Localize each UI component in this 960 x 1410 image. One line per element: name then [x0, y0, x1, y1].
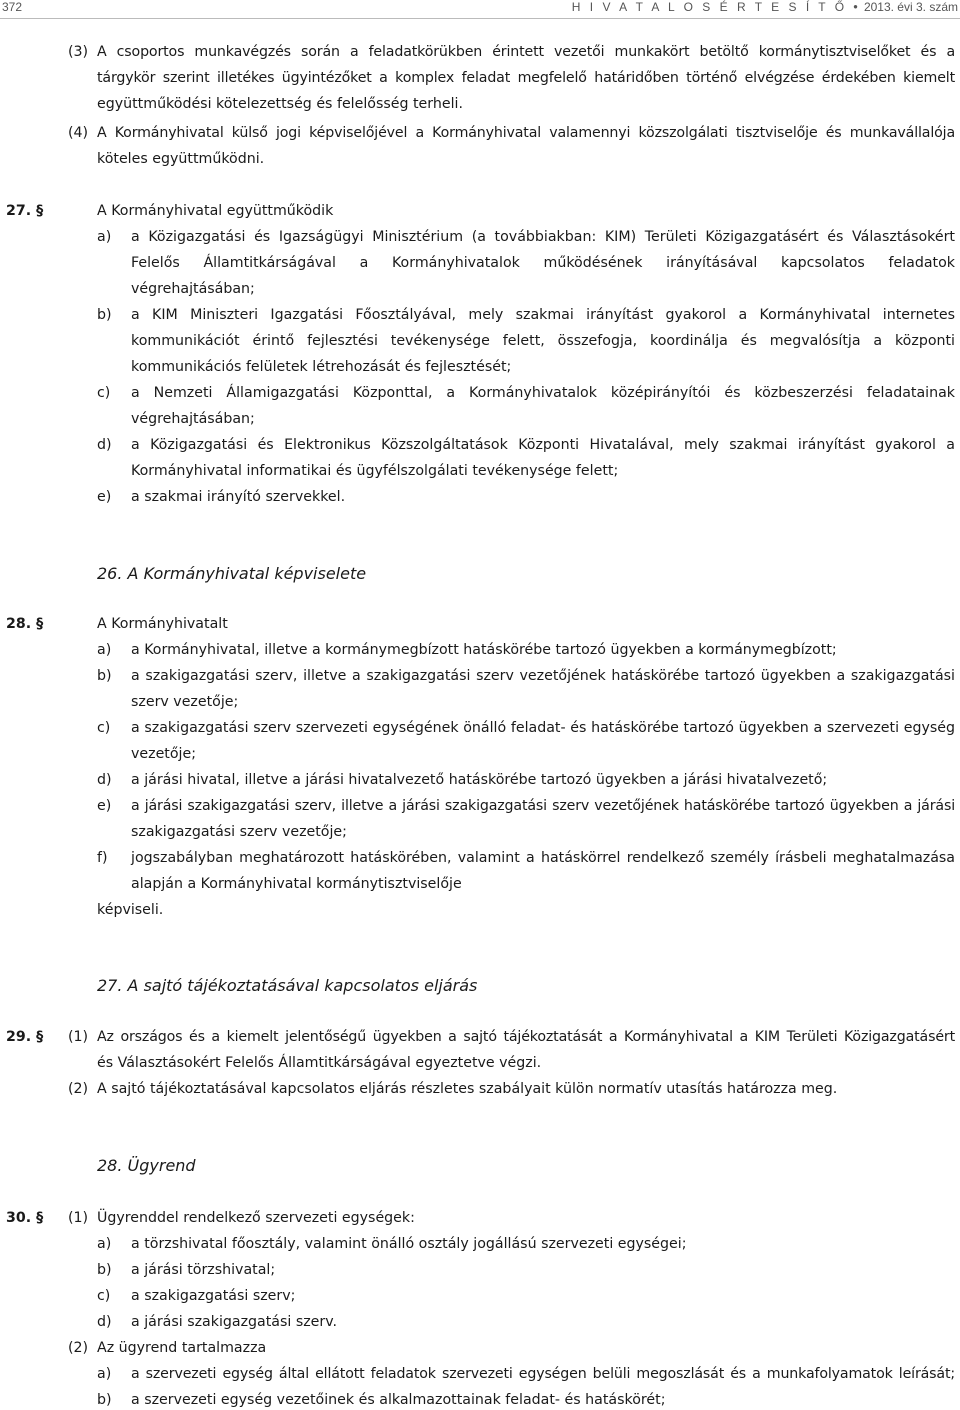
text-line: a Közigazgatási és Elektronikus Közszolgáltatások Központi Hivatalával, mely szakmai irányítást gyakorol a: [131, 437, 955, 453]
item-label: c): [97, 1288, 111, 1304]
text-line: a járási hivatal, illetve a járási hivatalvezető hatáskörébe tartozó ügyekben a járási hivatalvezető;: [131, 772, 828, 788]
text-line: jogszabályban meghatározott hatáskörében, valamint a hatáskörrel rendelkező személy írásbeli meghatalmazása: [131, 850, 955, 866]
section-intro: A Kormányhivatal együttműködik: [97, 203, 334, 219]
text-line: a Közigazgatási és Igazságügyi Minisztérium (a továbbiakban: KIM) Területi Közigazgatásért és Választásokért: [131, 229, 955, 245]
text-line: a szakmai irányító szervekkel.: [131, 489, 346, 505]
paragraph-intro: Ügyrenddel rendelkező szervezeti egységek:: [97, 1210, 415, 1226]
item-label: b): [97, 307, 112, 323]
text-line: végrehajtásában;: [131, 281, 255, 297]
page-header: [0, 0, 960, 16]
paragraph-label: (1): [68, 1210, 89, 1226]
text-line: vezetője;: [131, 746, 196, 762]
paragraph-label: (2): [68, 1340, 89, 1356]
page-number: 372: [2, 0, 23, 14]
text-line: a szakigazgatási szerv, illetve a szakigazgatási szerv vezetőjének hatáskörébe tartozó ügyekben a szakigazgatási: [131, 668, 955, 684]
text-line: alapján a Kormányhivatal kormánytisztviselője: [131, 876, 462, 892]
text-line: a járási szakigazgatási szerv, illetve a járási szakigazgatási szerv vezetőjének hatáskörébe tartozó ügyekben a járási: [131, 798, 955, 814]
text-line: tárgykör szerint illetékes ügyintézőket a komplex feladat megfelelő határidőben történő elvégzése érdekében kiemelt: [97, 70, 955, 86]
closing-text: képviseli.: [97, 902, 164, 918]
text-line: és Választásokért Felelős Államtitkárságával egyeztetve végzi.: [97, 1055, 542, 1071]
section-number: 27. §: [6, 203, 44, 219]
text-line: végrehajtásában;: [131, 411, 255, 427]
text-line: a szervezeti egység vezetőinek és alkalmazottainak feladat- és hatáskörét;: [131, 1392, 666, 1408]
text-line: Kormányhivatal informatikai és ügyfélszolgálati tevékenysége felett;: [131, 463, 619, 479]
text-line: Felelős Államtitkárságával a Kormányhivatalok működésének irányításával kapcsolatos feladatok: [131, 255, 955, 271]
text-line: a szakigazgatási szerv;: [131, 1288, 296, 1304]
item-label: c): [97, 720, 111, 736]
paragraph-intro: Az ügyrend tartalmazza: [97, 1340, 267, 1356]
text-line: a törzshivatal főosztály, valamint önálló osztály jogállású szervezeti egységei;: [131, 1236, 687, 1252]
item-label: c): [97, 385, 111, 401]
item-label: a): [97, 229, 112, 245]
item-label: a): [97, 1366, 112, 1382]
text-line: A csoportos munkavégzés során a feladatkörükben érintett vezetői munkakört betöltő kormánytisztviselőket és a: [97, 44, 955, 60]
item-label: f): [97, 850, 108, 866]
text-line: a szakigazgatási szerv szervezeti egységének önálló feladat- és hatáskörébe tartozó ügyekben a szervezeti egység: [131, 720, 955, 736]
header-rule: [0, 18, 960, 19]
item-label: b): [97, 1392, 112, 1408]
text-line: köteles együttműködni.: [97, 151, 265, 167]
issue-number: 2013. évi 3. szám: [863, 0, 958, 14]
paragraph-label: (2): [68, 1081, 89, 1097]
paragraph-label: (4): [68, 125, 89, 141]
section-intro: A Kormányhivatalt: [97, 616, 228, 632]
running-title: [572, 0, 958, 14]
text-line: szakigazgatási szerv vezetője;: [131, 824, 347, 840]
bullet-icon: ●: [853, 2, 858, 11]
text-line: a járási szakigazgatási szerv.: [131, 1314, 338, 1330]
section-heading: 26. A Kormányhivatal képviselete: [97, 564, 367, 583]
text-line: a szervezeti egység által ellátott feladatok szervezeti egységen belüli megoszlását és a munkafolyamatok leírását;: [131, 1366, 955, 1382]
item-label: b): [97, 668, 112, 684]
item-label: b): [97, 1262, 112, 1278]
item-label: e): [97, 489, 112, 505]
section-number: 30. §: [6, 1210, 44, 1226]
text-line: a KIM Miniszteri Igazgatási Főosztályával, mely szakmai irányítást gyakorol a Kormányhivatal internetes: [131, 307, 955, 323]
text-line: a Kormányhivatal, illetve a kormánymegbízott hatáskörébe tartozó ügyekben a kormánymegbízott;: [131, 642, 837, 658]
text-line: kommunikációt érintő fejlesztési tevékenysége felett, összefogja, koordinálja és megvalósítja a központi: [131, 333, 955, 349]
text-line: A Kormányhivatal külső jogi képviselőjével a Kormányhivatal valamennyi közszolgálati tisztviselője és munkavállalója: [97, 125, 955, 141]
text-line: A sajtó tájékoztatásával kapcsolatos eljárás részletes szabályait külön normatív utasítás határozza meg.: [97, 1081, 838, 1097]
item-label: a): [97, 1236, 112, 1252]
section-number: 28. §: [6, 616, 44, 632]
section-heading: 27. A sajtó tájékoztatásával kapcsolatos eljárás: [97, 976, 478, 995]
item-label: d): [97, 772, 112, 788]
item-label: e): [97, 798, 112, 814]
text-line: a járási törzshivatal;: [131, 1262, 276, 1278]
item-label: d): [97, 1314, 112, 1330]
text-line: szerv vezetője;: [131, 694, 239, 710]
journal-title: H I V A T A L O S É R T E S Í T Ő: [571, 0, 848, 14]
text-line: kommunikációs felületek létrehozását és fejlesztését;: [131, 359, 512, 375]
item-label: a): [97, 642, 112, 658]
section-number: 29. §: [6, 1029, 44, 1045]
paragraph-label: (3): [68, 44, 89, 60]
text-line: a Nemzeti Államigazgatási Központtal, a Kormányhivatalok középirányítói és közbeszerzési feladatainak: [131, 385, 955, 401]
item-label: d): [97, 437, 112, 453]
section-heading: 28. Ügyrend: [97, 1156, 196, 1175]
text-line: együttműködési kötelezettség és felelősség terheli.: [97, 96, 463, 112]
paragraph-label: (1): [68, 1029, 89, 1045]
text-line: Az országos és a kiemelt jelentőségű ügyekben a sajtó tájékoztatását a Kormányhivatal a KIM Területi Közigazgatásért: [97, 1029, 955, 1045]
